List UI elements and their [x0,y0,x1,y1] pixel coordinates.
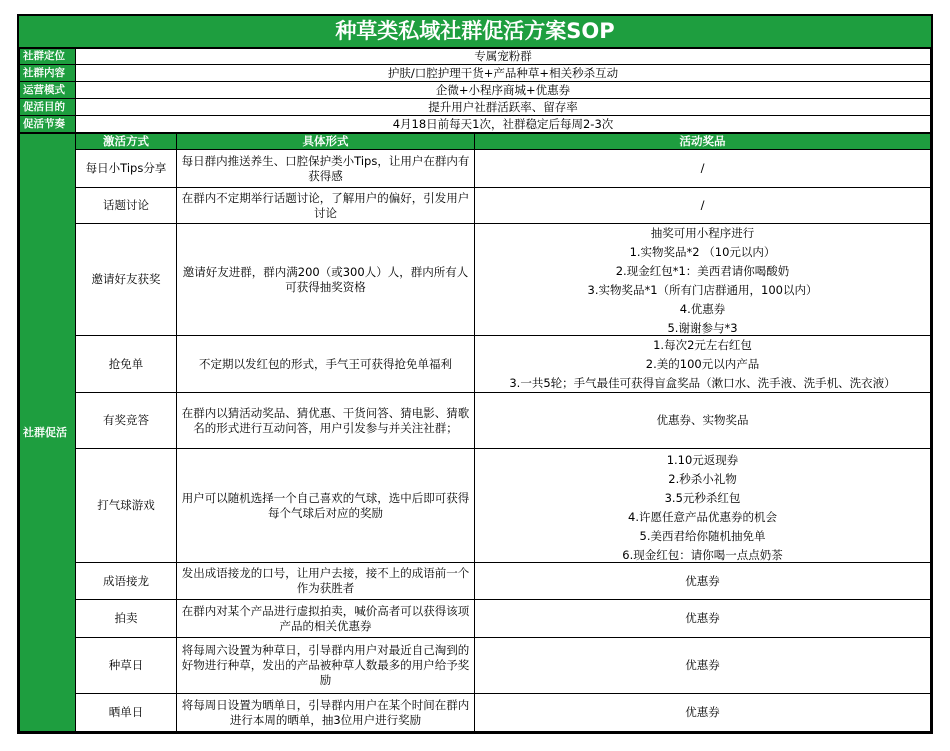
prize-line: 1.实物奖品*2 （10元以内） [629,244,776,259]
activity-method[interactable]: 打气球游戏 [76,449,177,563]
activity-method[interactable]: 种草日 [76,638,177,694]
prize-line: 3.一共5轮；手气最佳可获得盲盒奖品（漱口水、洗手液、洗手机、洗衣液） [509,375,896,390]
prize-list [478,224,927,335]
prize-line: 4.优惠券 [679,301,726,316]
info-row [20,116,931,133]
activity-method[interactable]: 每日小Tips分享 [76,150,177,188]
prize-line: 2.秒杀小礼物 [668,471,737,486]
activity-prize[interactable] [475,188,931,224]
prize-list [478,449,927,562]
side-label: 社群促活 [20,134,76,732]
table-row [20,638,931,694]
activity-form[interactable]: 在群内不定期举行话题讨论，了解用户的偏好，引发用户讨论 [177,188,475,224]
activity-form[interactable]: 邀请好友进群，群内满200（或300人）人，群内所有人可获得抽奖资格 [177,224,475,336]
activity-form[interactable]: 用户可以随机选择一个自己喜欢的气球，选中后即可获得每个气球后对应的奖励 [177,449,475,563]
table-row [20,449,931,563]
prize-line: 5.谢谢参与*3 [667,320,738,335]
table-row [20,600,931,638]
activity-prize[interactable] [475,638,931,694]
activity-method[interactable]: 晒单日 [76,694,177,732]
spreadsheet [17,14,933,734]
table-row [20,563,931,600]
prize-line: 1.每次2元左右红包 [653,337,752,352]
prize-line: 6.现金红包：请你喝一点点奶茶 [622,547,783,562]
activity-form[interactable]: 不定期以发红包的形式，手气王可获得抢免单福利 [177,336,475,393]
activity-header-row [20,134,931,150]
header-prize: 活动奖品 [475,134,931,150]
prize-line: 优惠券 [685,611,720,625]
prize-line: / [700,161,705,175]
info-value[interactable]: 提升用户社群活跃率、留存率 [76,99,931,116]
info-label: 社群定位 [20,49,76,65]
prize-line: 优惠券 [685,573,720,588]
info-value[interactable]: 4月18日前每天1次，社群稳定后每周2-3次 [76,116,931,133]
activity-form[interactable]: 将每周六设置为种草日，引导群内用户对最近自己淘到的好物进行种草，发出的产品被种草人数最多的用户给予奖励 [177,638,475,694]
prize-line: 4.许愿任意产品优惠券的机会 [628,509,777,524]
info-label: 运营模式 [20,82,76,99]
activity-prize[interactable] [475,600,931,638]
info-table [19,48,931,133]
activity-prize[interactable] [475,694,931,732]
info-row [20,65,931,82]
table-row [20,393,931,449]
prize-line: 2.美的100元以内产品 [645,356,760,371]
activity-prize[interactable] [475,150,931,188]
info-label: 社群内容 [20,65,76,82]
activity-table [19,133,931,732]
activity-method[interactable]: 有奖竞答 [76,393,177,449]
activity-method[interactable]: 抢免单 [76,336,177,393]
prize-line: 2.现金红包*1：美西君请你喝酸奶 [615,263,790,278]
prize-line: 抽奖可用小程序进行 [650,225,755,240]
sheet-title: 种草类私域社群促活方案SOP [19,16,931,48]
prize-list [478,336,927,392]
activity-prize[interactable] [475,224,931,336]
info-label: 促活目的 [20,99,76,116]
activity-method[interactable]: 成语接龙 [76,563,177,600]
activity-form[interactable]: 在群内以猜活动奖品、猜优惠、干货问答、猜电影、猜歌名的形式进行互动问答，用户引发参与并关注社群； [177,393,475,449]
prize-line: 优惠券 [685,705,720,719]
info-row [20,49,931,65]
header-method: 激活方式 [76,134,177,150]
info-row [20,82,931,99]
prize-line: 优惠券、实物奖品 [656,413,749,427]
activity-method[interactable]: 拍卖 [76,600,177,638]
prize-line: 3.实物奖品*1（所有门店群通用，100以内） [587,282,818,297]
activity-prize[interactable] [475,449,931,563]
info-row [20,99,931,116]
activity-method[interactable]: 邀请好友获奖 [76,224,177,336]
table-row [20,188,931,224]
prize-line: / [700,198,705,212]
header-form: 具体形式 [177,134,475,150]
activity-form[interactable]: 每日群内推送养生、口腔保护类小Tips，让用户在群内有获得感 [177,150,475,188]
info-value[interactable]: 企微+小程序商城+优惠券 [76,82,931,99]
activity-form[interactable]: 发出成语接龙的口号，让用户去接，接不上的成语前一个作为获胜者 [177,563,475,600]
prize-line: 5.美西君给你随机抽免单 [639,528,766,543]
info-label: 促活节奏 [20,116,76,133]
info-value[interactable]: 护肤/口腔护理干货+产品种草+相关秒杀互动 [76,65,931,82]
activity-prize[interactable] [475,336,931,393]
activity-form[interactable]: 在群内对某个产品进行虚拟拍卖，喊价高者可以获得该项产品的相关优惠券 [177,600,475,638]
prize-line: 优惠券 [685,658,720,672]
table-row [20,336,931,393]
table-row [20,694,931,732]
activity-prize[interactable] [475,563,931,600]
table-row [20,224,931,336]
prize-line: 3.5元秒杀红包 [664,490,741,505]
activity-form[interactable]: 将每周日设置为晒单日，引导群内用户在某个时间在群内进行本周的晒单，抽3位用户进行奖励 [177,694,475,732]
activity-prize[interactable] [475,393,931,449]
info-value[interactable]: 专属宠粉群 [76,49,931,65]
prize-line: 1.10元返现券 [666,452,739,467]
activity-method[interactable]: 话题讨论 [76,188,177,224]
table-row [20,150,931,188]
